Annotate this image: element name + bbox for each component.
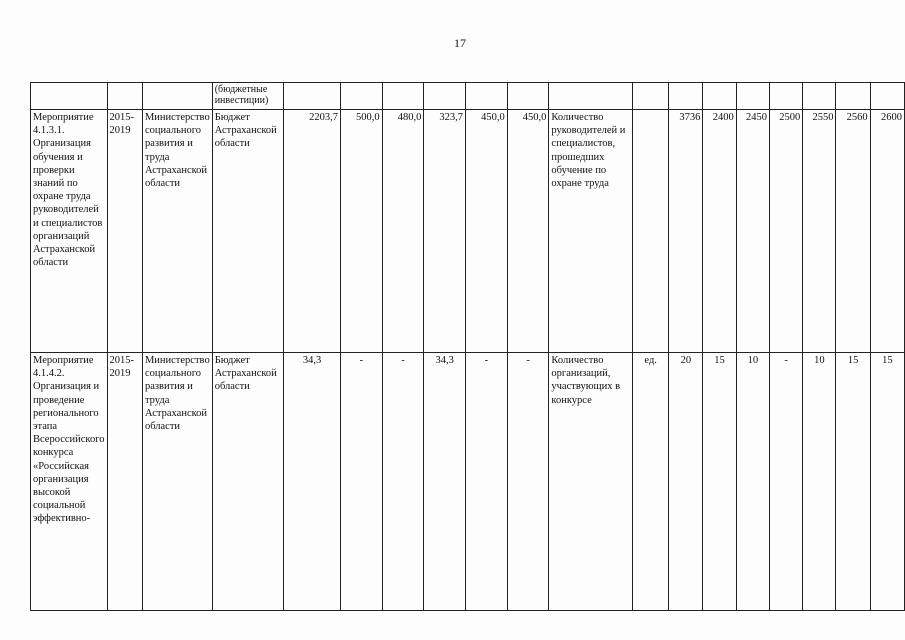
funding-source: Бюджет Астраханской области (212, 353, 284, 611)
program-table (30, 82, 905, 611)
indicator-name: Количество организаций, участвующих в конкурсе (549, 353, 633, 611)
indicator-value-2: 2450 (736, 110, 769, 353)
indicator-value-5: 2560 (836, 110, 870, 353)
indicator-base: 20 (669, 353, 703, 611)
page-number: 17 (454, 36, 466, 50)
period: 2015-2019 (107, 353, 142, 611)
funding-2016: - (382, 353, 424, 611)
indicator-value-6: 15 (870, 353, 904, 611)
indicator-value-4: 10 (803, 353, 836, 611)
indicator-value-3: - (769, 353, 802, 611)
funding-2019: 450,0 (507, 110, 549, 353)
indicator-value-3: 2500 (769, 110, 802, 353)
event-name: Мероприятие 4.1.3.1. Организация обучения и проверки знаний по охране труда руководителей и специалистов организаций Астраханской области (31, 110, 108, 353)
indicator-unit: ед. (633, 353, 669, 611)
table-row (31, 353, 905, 611)
funding-note: (бюджетные инвестиции) (212, 83, 284, 110)
funding-2016: 480,0 (382, 110, 424, 353)
funding-2017: 34,3 (424, 353, 466, 611)
indicator-value-1: 15 (703, 353, 736, 611)
indicator-value-1: 2400 (703, 110, 736, 353)
executor: Министерство социального развития и труда Астраханской области (142, 110, 212, 353)
indicator-value-4: 2550 (803, 110, 836, 353)
table-row (31, 110, 905, 353)
indicator-value-2: 10 (736, 353, 769, 611)
header-row (31, 83, 905, 110)
funding-total: 34,3 (284, 353, 341, 611)
funding-source: Бюджет Астраханской области (212, 110, 284, 353)
funding-2015: 500,0 (340, 110, 382, 353)
period: 2015-2019 (107, 110, 142, 353)
indicator-name: Количество руководителей и специалистов, прошедших обучение по охране труда (549, 110, 633, 353)
funding-2015: - (340, 353, 382, 611)
funding-2017: 323,7 (424, 110, 466, 353)
indicator-unit (633, 110, 669, 353)
event-name: Мероприятие 4.1.4.2. Организация и проведение регионального этапа Всероссийского конкурса «Российская организация высокой социальной эффективно- (31, 353, 108, 611)
indicator-value-5: 15 (836, 353, 870, 611)
indicator-value-6: 2600 (870, 110, 904, 353)
funding-2019: - (507, 353, 549, 611)
funding-2018: - (466, 353, 508, 611)
executor: Министерство социального развития и труда Астраханской области (142, 353, 212, 611)
indicator-base: 3736 (669, 110, 703, 353)
funding-total: 2203,7 (284, 110, 341, 353)
funding-2018: 450,0 (466, 110, 508, 353)
